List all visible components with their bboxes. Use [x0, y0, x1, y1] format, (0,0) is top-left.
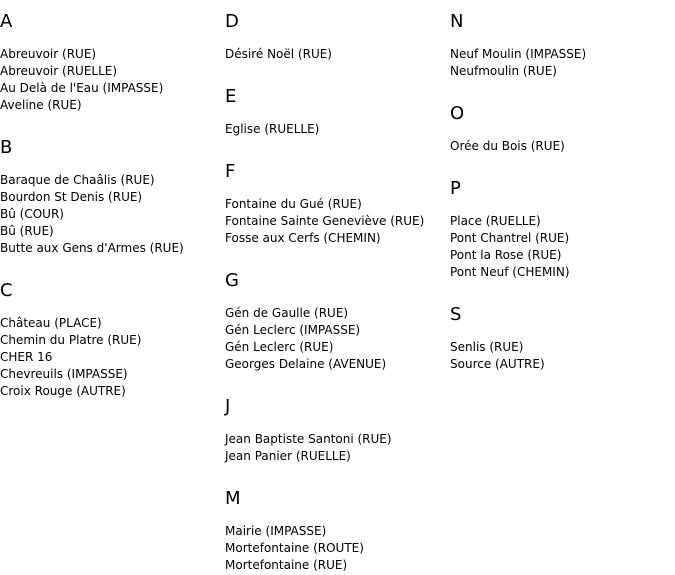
letter-section	[225, 397, 450, 465]
street-link[interactable]: Source (AUTRE)	[450, 357, 545, 371]
street-list	[225, 305, 450, 373]
street-link[interactable]: Pont Neuf (CHEMIN)	[450, 265, 570, 279]
section-letter-heading: O	[450, 103, 465, 124]
letter-section	[450, 104, 675, 155]
street-list	[225, 121, 450, 138]
letter-section	[450, 305, 675, 373]
street-link[interactable]: CHER 16	[0, 350, 53, 364]
street-link[interactable]: Aveline (RUE)	[0, 98, 82, 112]
street-link[interactable]: Désiré Noël (RUE)	[225, 47, 332, 61]
street-link[interactable]: Chevreuils (IMPASSE)	[0, 367, 128, 381]
section-letter-heading: F	[225, 161, 236, 182]
letter-section	[225, 87, 450, 138]
index-column	[0, 0, 225, 400]
street-link[interactable]: Bû (RUE)	[0, 224, 54, 238]
letter-section	[450, 179, 675, 281]
section-letter-heading: J	[225, 396, 231, 417]
section-letter-heading: E	[225, 86, 237, 107]
street-link[interactable]: Jean Panier (RUELLE)	[225, 449, 351, 463]
street-link[interactable]: Neufmoulin (RUE)	[450, 64, 557, 78]
letter-section	[225, 12, 450, 63]
letter-section	[225, 489, 450, 574]
index-column	[225, 0, 450, 574]
street-link[interactable]: Gén Leclerc (RUE)	[225, 340, 334, 354]
section-letter-heading: B	[0, 137, 13, 158]
street-link[interactable]: Mortefontaine (ROUTE)	[225, 541, 364, 555]
street-list	[450, 213, 675, 281]
street-link[interactable]: Neuf Moulin (IMPASSE)	[450, 47, 587, 61]
street-link[interactable]: Baraque de Chaâlis (RUE)	[0, 173, 155, 187]
street-link[interactable]: Place (RUELLE)	[450, 214, 541, 228]
section-letter-heading: A	[0, 11, 13, 32]
street-link[interactable]: Jean Baptiste Santoni (RUE)	[225, 432, 392, 446]
street-list	[225, 431, 450, 465]
section-letter-heading: N	[450, 11, 464, 32]
street-list	[450, 46, 675, 80]
street-list	[450, 138, 675, 155]
street-link[interactable]: Bû (COUR)	[0, 207, 64, 221]
letter-section	[225, 162, 450, 247]
street-link[interactable]: Au Delà de l'Eau (IMPASSE)	[0, 81, 164, 95]
street-list	[225, 523, 450, 574]
street-link[interactable]: Gén de Gaulle (RUE)	[225, 306, 349, 320]
section-letter-heading: P	[450, 178, 461, 199]
street-link[interactable]: Bourdon St Denis (RUE)	[0, 190, 143, 204]
section-letter-heading: M	[225, 488, 241, 509]
street-link[interactable]: Orée du Bois (RUE)	[450, 139, 565, 153]
section-letter-heading: C	[0, 280, 13, 301]
street-link[interactable]: Croix Rouge (AUTRE)	[0, 384, 126, 398]
letter-section	[0, 138, 225, 257]
letter-section	[225, 271, 450, 373]
street-link[interactable]: Gén Leclerc (IMPASSE)	[225, 323, 361, 337]
street-list	[0, 46, 225, 114]
index-column	[450, 0, 675, 373]
street-link[interactable]: Abreuvoir (RUE)	[0, 47, 97, 61]
street-link[interactable]: Senlis (RUE)	[450, 340, 524, 354]
street-link[interactable]: Château (PLACE)	[0, 316, 102, 330]
street-link[interactable]: Fosse aux Cerfs (CHEMIN)	[225, 231, 381, 245]
street-link[interactable]: Mairie (IMPASSE)	[225, 524, 327, 538]
street-link[interactable]: Butte aux Gens d'Armes (RUE)	[0, 241, 184, 255]
street-link[interactable]: Fontaine du Gué (RUE)	[225, 197, 362, 211]
street-link[interactable]: Georges Delaine (AVENUE)	[225, 357, 387, 371]
street-link[interactable]: Pont Chantrel (RUE)	[450, 231, 570, 245]
section-letter-heading: D	[225, 11, 239, 32]
street-link[interactable]: Abreuvoir (RUELLE)	[0, 64, 118, 78]
street-link[interactable]: Mortefontaine (RUE)	[225, 558, 348, 572]
street-list	[450, 339, 675, 373]
letter-section	[450, 12, 675, 80]
section-letter-heading: G	[225, 270, 239, 291]
street-list	[225, 46, 450, 63]
letter-section	[0, 281, 225, 400]
street-list	[0, 315, 225, 400]
letter-section	[0, 12, 225, 114]
street-list	[225, 196, 450, 247]
street-link[interactable]: Pont la Rose (RUE)	[450, 248, 562, 262]
street-link[interactable]: Chemin du Platre (RUE)	[0, 333, 142, 347]
section-letter-heading: S	[450, 304, 462, 325]
street-link[interactable]: Fontaine Sainte Geneviève (RUE)	[225, 214, 425, 228]
street-list	[0, 172, 225, 257]
street-link[interactable]: Eglise (RUELLE)	[225, 122, 320, 136]
